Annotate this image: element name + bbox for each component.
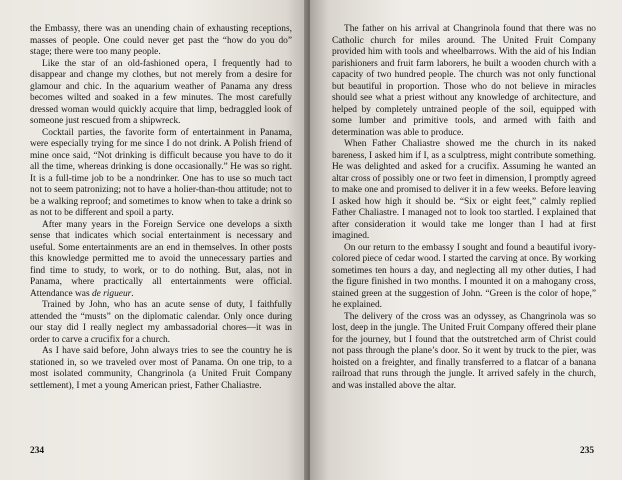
right-page-text [332,24,596,392]
left-page-text [30,24,292,392]
paragraph: Cocktail parties, the favorite form of entertainment in Panama, were especially trying for me since I do not drink. A Polish friend of mine once said, “Not drinking is difficult because you have to do it all the time, whereas drinking is done occasionally.” He was so right. It is a full-time job to be a nondrinker. One has to use so much tact not to seem patronizing; not to have a holier-than-thou attitude; not to be a walking reproof; and sometimes to know when to take a drink so as not to be different and spoil a party. [30,127,292,218]
paragraph-text: After many years in the Foreign Service one develops a sixth sense that indicates which social entertainment is necessary and useful. Some entertainments are an end in themselves. In other posts this knowledge permitted me to avoid the unnecessary parties and find time to study, to work, or to do nothing. But, alas, not in Panama, where practically all entertainments were official. Attendance was [30,219,292,299]
paragraph: After many years in the Foreign Service one develops a sixth sense that indicates which social entertainment is necessary and useful. Some entertainments are an end in themselves. In other posts this knowledge permitted me to avoid the unnecessary parties and find time to study, to work, or to do nothing. But, alas, not in Panama, where practically all entertainments were official. Attendance was de rigueur. [30,219,292,299]
page-number: 234 [30,446,45,456]
italic-phrase: de rigueur [91,288,132,299]
right-page [310,0,622,480]
paragraph: the Embassy, there was an unending chain of exhausting receptions, masses of people. One could never get past the “how do you do” stage; there were too many people. [30,24,292,57]
paragraph: When Father Chaliastre showed me the church in its naked bareness, I asked him if I, as a sculptress, might contribute something. He was delighted and asked for a crucifix. Assuming he wanted an altar cross of possibly one or two feet in dimension, I promptly agreed to make one and promised to deliver it in a few weeks. Before leaving I asked how high it should be. “Six or eight feet,” calmly replied Father Chaliastre. I managed not to look too startled. I explained that after consideration it would take me longer than I had at first imagined. [332,139,596,241]
left-page [0,0,308,480]
paragraph: The father on his arrival at Changrinola found that there was no Catholic church for miles around. The United Fruit Company provided him with tools and wheelbarrows. With the aid of his Indian parishioners and fruit farm laborers, he built a wooden church with a capacity of two hundred people. The church was not only functional but beautiful in proportion. Those who do not believe in miracles should see what a priest without any knowledge of architecture, and helped by completely untrained people of the soil, equipped with some lumber and primitive tools, and armed with faith and determination was able to produce. [332,24,596,138]
paragraph: On our return to the embassy I sought and found a beautiful ivory-colored piece of cedar wood. I started the carving at once. By working sometimes ten hours a day, and neglecting all my other duties, I had the figure finished in two months. I mounted it on a mahogany cross, stained green at the suggestion of John. “Green is the color of hope,” he explained. [332,242,596,310]
page-number: 235 [580,446,595,456]
paragraph: Like the star of an old-fashioned opera, I frequently had to disappear and change my clothes, but not merely from a desire for glamour and chic. In the aquarium weather of Panama any dress becomes wilted and soaked in a few minutes. The most carefully dressed woman would quickly acquire that limp, bedraggled look of someone just rescued from a shipwreck. [30,58,292,126]
paragraph: As I have said before, John always tries to see the country he is stationed in, so we traveled over most of Panama. On one trip, to a most isolated community, Changrinola (a United Fruit Company settlement), I met a young American priest, Father Chaliastre. [30,346,292,391]
paragraph: Trained by John, who has an acute sense of duty, I faithfully attended the “musts” on the diplomatic calendar. Only once during our stay did I really neglect my ambassadorial chores—it was in order to carve a crucifix for a church. [30,300,292,345]
paragraph: The delivery of the cross was an odyssey, as Changrinola was so lost, deep in the jungle. The United Fruit Company offered their plane for the journey, but I found that the outstretched arm of Christ could not pass through the plane’s door. So it went by truck to the pier, was hoisted on a freighter, and finally transferred to a flatcar of a banana railroad that runs through the jungle. It arrived safely in the church, and was installed above the altar. [332,311,596,391]
